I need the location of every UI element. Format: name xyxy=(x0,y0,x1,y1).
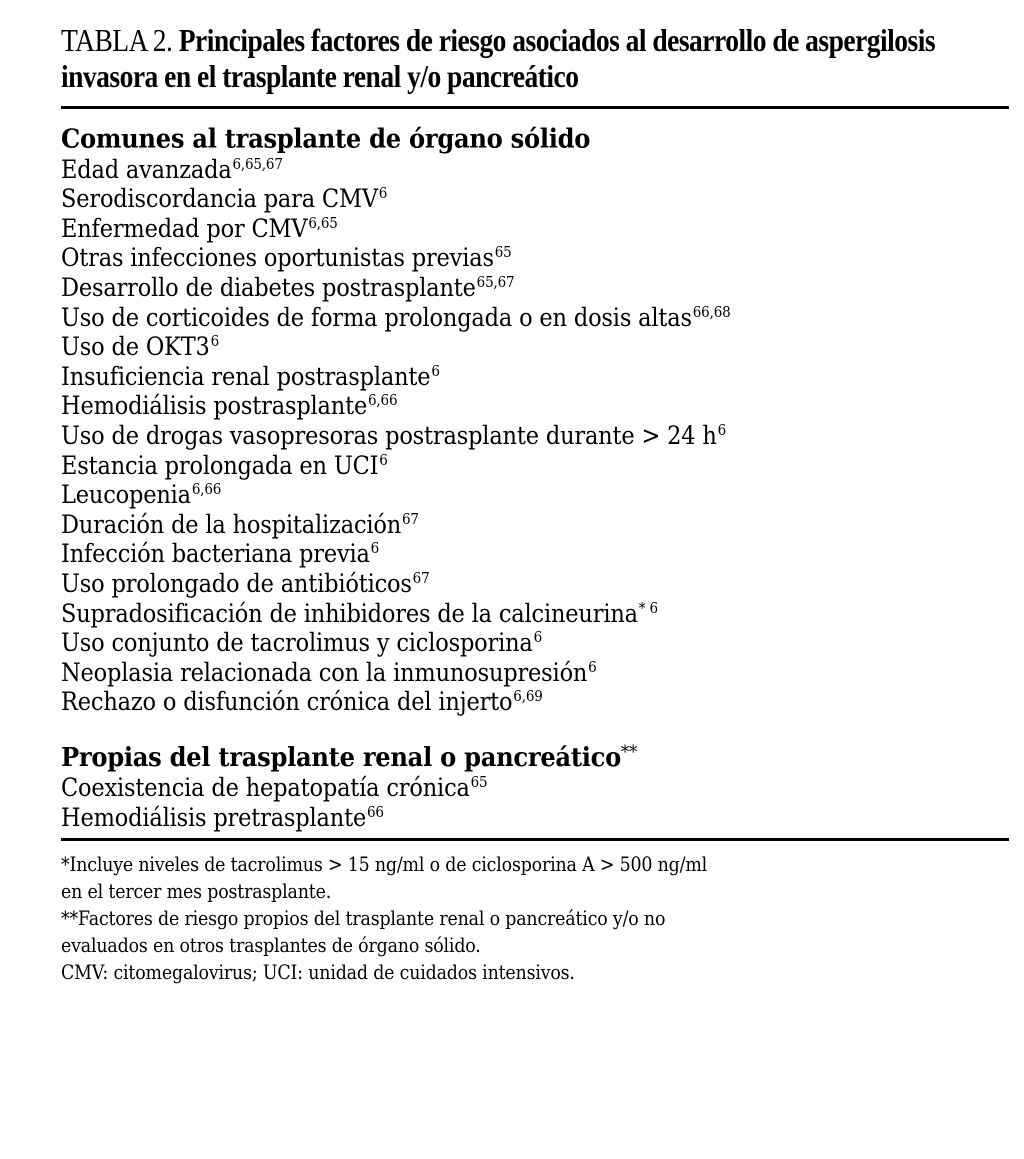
risk-factor-row xyxy=(61,480,914,510)
risk-factor-text: Uso de drogas vasopresoras postrasplante durante > 24 h xyxy=(61,421,717,450)
risk-factor-text: Uso prolongado de antibióticos xyxy=(61,568,412,598)
risk-factor-text: Infección bacteriana previa xyxy=(61,539,370,569)
risk-factor-row xyxy=(61,569,914,599)
risk-factors-table xyxy=(61,0,1009,986)
risk-factor-row xyxy=(61,273,914,303)
risk-factor-row xyxy=(61,214,914,244)
reference-superscript: 6,66 xyxy=(191,480,222,499)
reference-superscript: 6,66 xyxy=(368,391,398,410)
risk-factor-row xyxy=(61,628,914,658)
bottom-rule xyxy=(61,838,1009,841)
footnote-line: en el tercer mes postrasplante. xyxy=(61,879,332,904)
risk-factor-row xyxy=(61,184,914,214)
risk-factor-row xyxy=(61,421,914,451)
risk-factor-text: Duración de la hospitalización xyxy=(61,509,402,539)
risk-factor-row xyxy=(61,803,914,833)
reference-superscript: 65 xyxy=(494,243,512,262)
risk-factor-row xyxy=(61,391,914,421)
reference-superscript: 6,65 xyxy=(308,213,338,232)
reference-superscript: 6 xyxy=(210,332,219,351)
reference-superscript: 6 xyxy=(379,450,388,469)
reference-superscript: 67 xyxy=(412,568,430,587)
reference-superscript: 65,67 xyxy=(476,273,515,292)
risk-factor-text: Enfermedad por CMV xyxy=(61,213,308,243)
risk-factor-text: Serodiscordancia para CMV xyxy=(61,184,378,214)
footnote-line: evaluados en otros trasplantes de órgano sólido. xyxy=(61,933,481,958)
risk-factor-text: Uso de OKT3 xyxy=(61,332,210,362)
reference-superscript: 65 xyxy=(470,772,488,791)
risk-factor-text: Edad avanzada xyxy=(61,154,232,184)
section-renal-pancreatic xyxy=(61,738,1009,832)
top-rule xyxy=(61,106,1009,109)
risk-factor-text: Rechazo o disfunción crónica del injerto xyxy=(61,687,513,717)
risk-factor-row xyxy=(61,687,914,717)
risk-factor-text: Neoplasia relacionada con la inmunosupresión xyxy=(61,657,588,687)
section-heading-mark: ** xyxy=(620,741,638,763)
footnote-line: **Factores de riesgo propios del trasplante renal o pancreático y/o no xyxy=(61,906,666,931)
reference-superscript: 6 xyxy=(588,657,597,676)
reference-superscript: 6,69 xyxy=(513,687,543,706)
risk-factor-text: Uso conjunto de tacrolimus y ciclosporina xyxy=(61,628,533,658)
footnote-line: *Incluye niveles de tacrolimus > 15 ng/ml o de ciclosporina A > 500 ng/ml xyxy=(61,852,708,877)
reference-superscript: 66 xyxy=(366,802,384,821)
risk-factor-text: Coexistencia de hepatopatía crónica xyxy=(61,772,470,802)
risk-factor-text: Hemodiálisis postrasplante xyxy=(61,391,368,421)
risk-factor-text: Insuficiencia renal postrasplante xyxy=(61,361,431,391)
risk-factor-row xyxy=(61,599,914,629)
reference-superscript: * 6 xyxy=(638,598,658,617)
risk-factor-text: Hemodiálisis pretrasplante xyxy=(61,802,367,832)
risk-factor-row xyxy=(61,510,914,540)
reference-superscript: 6,65,67 xyxy=(232,154,283,173)
risk-factor-row xyxy=(61,332,914,362)
risk-factor-row xyxy=(61,773,914,803)
reference-superscript: 6 xyxy=(533,628,542,647)
risk-factor-text: Leucopenia xyxy=(61,480,191,510)
table-caption: Principales factores de riesgo asociados al desarrollo de aspergilosis invasora en el trasplante renal y/o pancreático xyxy=(61,22,936,94)
section-heading: Propias del trasplante renal o pancreático** xyxy=(61,741,638,773)
risk-factor-text: Estancia prolongada en UCI xyxy=(61,450,379,480)
reference-superscript: 6 xyxy=(431,361,440,380)
reference-superscript: 6 xyxy=(378,184,388,203)
risk-factor-row xyxy=(61,243,914,273)
risk-factor-row xyxy=(61,303,914,333)
risk-factor-text: Desarrollo de diabetes postrasplante xyxy=(61,273,476,303)
table-footnotes xyxy=(61,851,1009,986)
risk-factor-text: Supradosificación de inhibidores de la calcineurina xyxy=(61,598,638,628)
risk-factor-text: Uso de corticoides de forma prolongada o en dosis altas xyxy=(61,302,692,332)
risk-factor-row xyxy=(61,155,914,185)
reference-superscript: 6 xyxy=(717,421,726,439)
reference-superscript: 67 xyxy=(401,509,419,528)
reference-superscript: 6 xyxy=(370,539,380,558)
footnote-line: CMV: citomegalovirus; UCI: unidad de cuidados intensivos. xyxy=(61,960,575,985)
risk-factor-row xyxy=(61,451,914,481)
risk-factor-row xyxy=(61,658,914,688)
table-label: TABLA 2. xyxy=(61,22,173,58)
table-title xyxy=(61,22,1016,94)
risk-factor-row xyxy=(61,539,914,569)
section-heading: Comunes al trasplante de órgano sólido xyxy=(61,124,591,155)
risk-factor-row xyxy=(61,362,914,392)
reference-superscript: 66,68 xyxy=(692,302,731,321)
section-common xyxy=(61,117,1009,717)
risk-factor-text: Otras infecciones oportunistas previas xyxy=(61,243,494,273)
